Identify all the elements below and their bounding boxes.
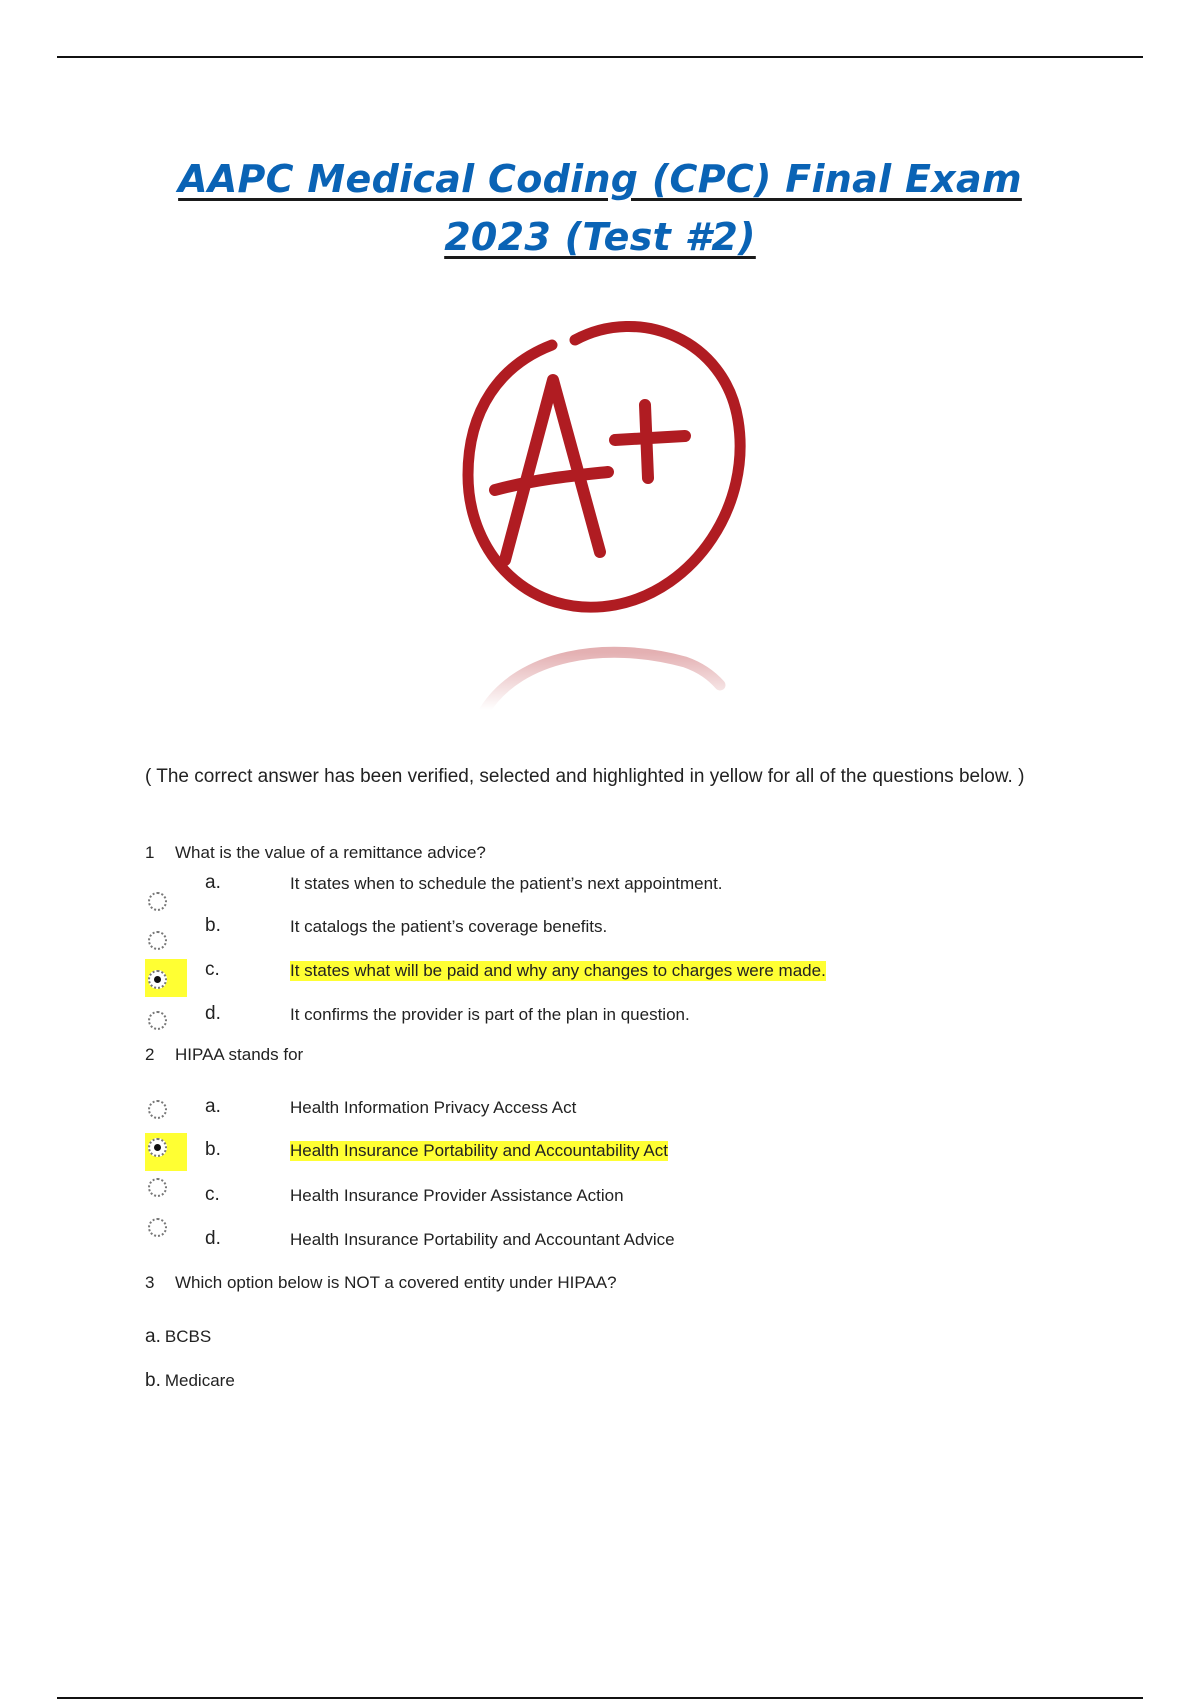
title-line-1: AAPC Medical Coding (CPC) Final Exam bbox=[178, 157, 1022, 201]
option-letter: b. bbox=[205, 915, 221, 936]
selected-highlight bbox=[145, 1133, 187, 1171]
radio-button[interactable] bbox=[148, 1100, 167, 1119]
question-text: Which option below is NOT a covered entity under HIPAA? bbox=[175, 1273, 617, 1292]
q1-option-d[interactable] bbox=[145, 1003, 1045, 1039]
option-letter: d. bbox=[205, 1003, 221, 1024]
question-number: 2 bbox=[145, 1045, 155, 1064]
option-text-correct: It states what will be paid and why any changes to charges were made. bbox=[290, 961, 826, 980]
top-rule bbox=[57, 56, 1143, 58]
question-text: HIPAA stands for bbox=[175, 1045, 304, 1064]
radio-button-selected[interactable] bbox=[148, 1138, 167, 1157]
question-1 bbox=[145, 843, 486, 863]
selected-highlight bbox=[145, 959, 187, 997]
option-text: It confirms the provider is part of the plan in question. bbox=[290, 1005, 690, 1024]
verification-note: ( The correct answer has been verified, selected and highlighted in yellow for all of the questions below. ) bbox=[145, 766, 1025, 787]
q2-option-d[interactable] bbox=[145, 1218, 1045, 1254]
question-3 bbox=[145, 1273, 617, 1293]
question-number: 1 bbox=[145, 843, 155, 862]
radio-button[interactable] bbox=[148, 1218, 167, 1237]
q1-option-b[interactable] bbox=[145, 915, 1045, 951]
q2-option-b[interactable] bbox=[145, 1133, 1045, 1169]
q1-option-a[interactable] bbox=[145, 872, 1045, 908]
option-letter: a. bbox=[205, 872, 221, 893]
question-2 bbox=[145, 1045, 303, 1065]
q3-option-a[interactable] bbox=[145, 1326, 211, 1348]
radio-button[interactable] bbox=[148, 1178, 167, 1197]
q1-option-c[interactable] bbox=[145, 959, 1045, 995]
radio-button-selected[interactable] bbox=[148, 970, 167, 989]
option-letter: a. bbox=[145, 1326, 161, 1347]
bottom-rule bbox=[57, 1697, 1143, 1699]
option-letter: c. bbox=[205, 959, 220, 980]
question-text: What is the value of a remittance advice? bbox=[175, 843, 486, 862]
option-text-correct: Health Insurance Portability and Accountability Act bbox=[290, 1141, 668, 1160]
title-line-2: 2023 (Test #2) bbox=[444, 215, 756, 259]
q2-option-c[interactable] bbox=[145, 1178, 1045, 1214]
option-letter: b. bbox=[205, 1139, 221, 1160]
page-title bbox=[0, 150, 1200, 266]
option-text: Medicare bbox=[164, 1371, 235, 1390]
radio-button[interactable] bbox=[148, 931, 167, 950]
option-text: Health Information Privacy Access Act bbox=[290, 1098, 577, 1117]
option-text: It states when to schedule the patient’s next appointment. bbox=[290, 874, 723, 893]
a-plus-grade-image bbox=[440, 290, 780, 730]
option-text: BCBS bbox=[164, 1327, 212, 1346]
option-text: Health Insurance Portability and Accountant Advice bbox=[290, 1230, 675, 1249]
q2-option-a[interactable] bbox=[145, 1096, 1045, 1132]
option-letter: c. bbox=[205, 1184, 220, 1205]
option-text: It catalogs the patient’s coverage benefits. bbox=[290, 917, 608, 936]
radio-button[interactable] bbox=[148, 892, 167, 911]
option-letter: a. bbox=[205, 1096, 221, 1117]
option-letter: b. bbox=[145, 1370, 161, 1391]
option-letter: d. bbox=[205, 1228, 221, 1249]
option-text: Health Insurance Provider Assistance Action bbox=[290, 1186, 624, 1205]
question-number: 3 bbox=[145, 1273, 155, 1292]
radio-button[interactable] bbox=[148, 1011, 167, 1030]
q3-option-b[interactable] bbox=[145, 1370, 235, 1392]
